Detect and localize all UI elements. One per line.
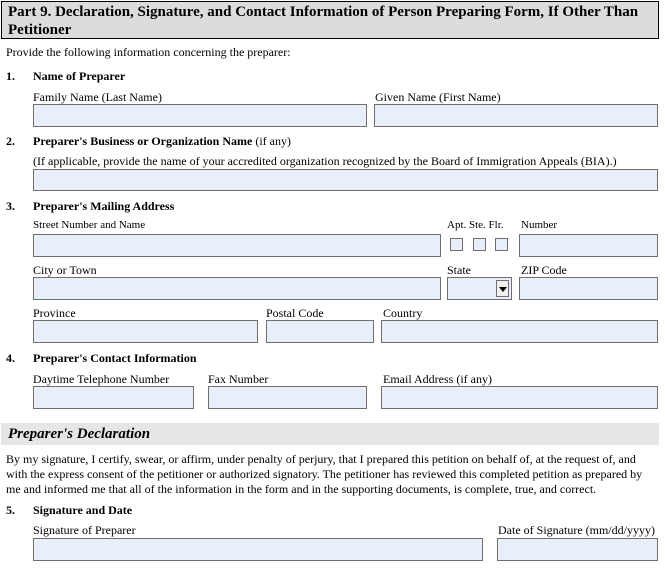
- item5-number: 5.: [6, 503, 15, 517]
- item4-title: Preparer's Contact Information: [33, 351, 197, 365]
- email-label: Email Address (if any): [383, 372, 492, 386]
- zip-label: ZIP Code: [521, 263, 567, 277]
- signature-label: Signature of Preparer: [33, 523, 136, 537]
- province-input[interactable]: [33, 320, 258, 343]
- phone-input[interactable]: [33, 386, 194, 409]
- given-name-label: Given Name (First Name): [375, 90, 501, 104]
- signature-input[interactable]: [33, 538, 483, 561]
- fax-label: Fax Number: [208, 372, 269, 386]
- state-label: State: [447, 263, 471, 277]
- item3-number: 3.: [6, 199, 15, 213]
- apt-number-input[interactable]: [519, 234, 658, 257]
- apt-checkbox[interactable]: [450, 238, 463, 251]
- declaration-title: Preparer's Declaration: [8, 426, 151, 442]
- part-title: [8, 3, 638, 39]
- part-title-line1: Part 9. Declaration, Signature, and Contact Information of Person Preparing Form, If Other Than: [8, 4, 639, 20]
- item2-title: Preparer's Business or Organization Name: [33, 134, 253, 148]
- zip-input[interactable]: [519, 277, 658, 300]
- chevron-down-icon[interactable]: [496, 280, 509, 297]
- intro-text: Provide the following information concerning the preparer:: [6, 45, 291, 59]
- item1-title: Name of Preparer: [33, 69, 126, 83]
- item3-title: Preparer's Mailing Address: [33, 199, 175, 213]
- street-input[interactable]: [33, 234, 441, 257]
- country-label: Country: [383, 306, 423, 320]
- postal-code-input[interactable]: [266, 320, 374, 343]
- declaration-text: By my signature, I certify, swear, or affirm, under penalty of perjury, that I prepared this petition on behalf of, at the request of, and with the express consent of the petitioner or authorized signatory. The petitioner has reviewed this completed petition as prepared by me and informed me that all of the information in the form and in the supporting documents, is complete, true, and correct.: [6, 452, 643, 496]
- part-title-line2: Petitioner: [8, 22, 72, 38]
- item1-number: 1.: [6, 69, 15, 83]
- item5-title: Signature and Date: [33, 503, 133, 517]
- street-label: Street Number and Name: [33, 219, 146, 231]
- date-input[interactable]: [497, 538, 658, 561]
- apt-ste-flr-label: Apt. Ste. Flr.: [447, 219, 504, 231]
- state-select[interactable]: [447, 277, 512, 300]
- item4-number: 4.: [6, 351, 15, 365]
- family-name-input[interactable]: [33, 104, 367, 127]
- flr-checkbox[interactable]: [495, 238, 508, 251]
- item2-title-wrap: [33, 134, 291, 149]
- phone-label: Daytime Telephone Number: [33, 372, 170, 386]
- number-label: Number: [521, 219, 558, 231]
- given-name-input[interactable]: [374, 104, 658, 127]
- postal-code-label: Postal Code: [266, 306, 324, 320]
- fax-input[interactable]: [208, 386, 367, 409]
- country-input[interactable]: [381, 320, 658, 343]
- item2-number: 2.: [6, 134, 15, 148]
- city-label: City or Town: [33, 263, 97, 277]
- item2-suffix: (if any): [252, 134, 291, 148]
- city-input[interactable]: [33, 277, 441, 300]
- ste-checkbox[interactable]: [473, 238, 486, 251]
- province-label: Province: [33, 306, 76, 320]
- business-name-input[interactable]: [33, 169, 658, 191]
- item2-note: (If applicable, provide the name of your accredited organization recognized by the Board of Immigration Appeals (BIA).): [33, 154, 617, 168]
- date-label: Date of Signature (mm/dd/yyyy): [498, 523, 655, 537]
- email-input[interactable]: [381, 386, 658, 409]
- family-name-label: Family Name (Last Name): [33, 90, 162, 104]
